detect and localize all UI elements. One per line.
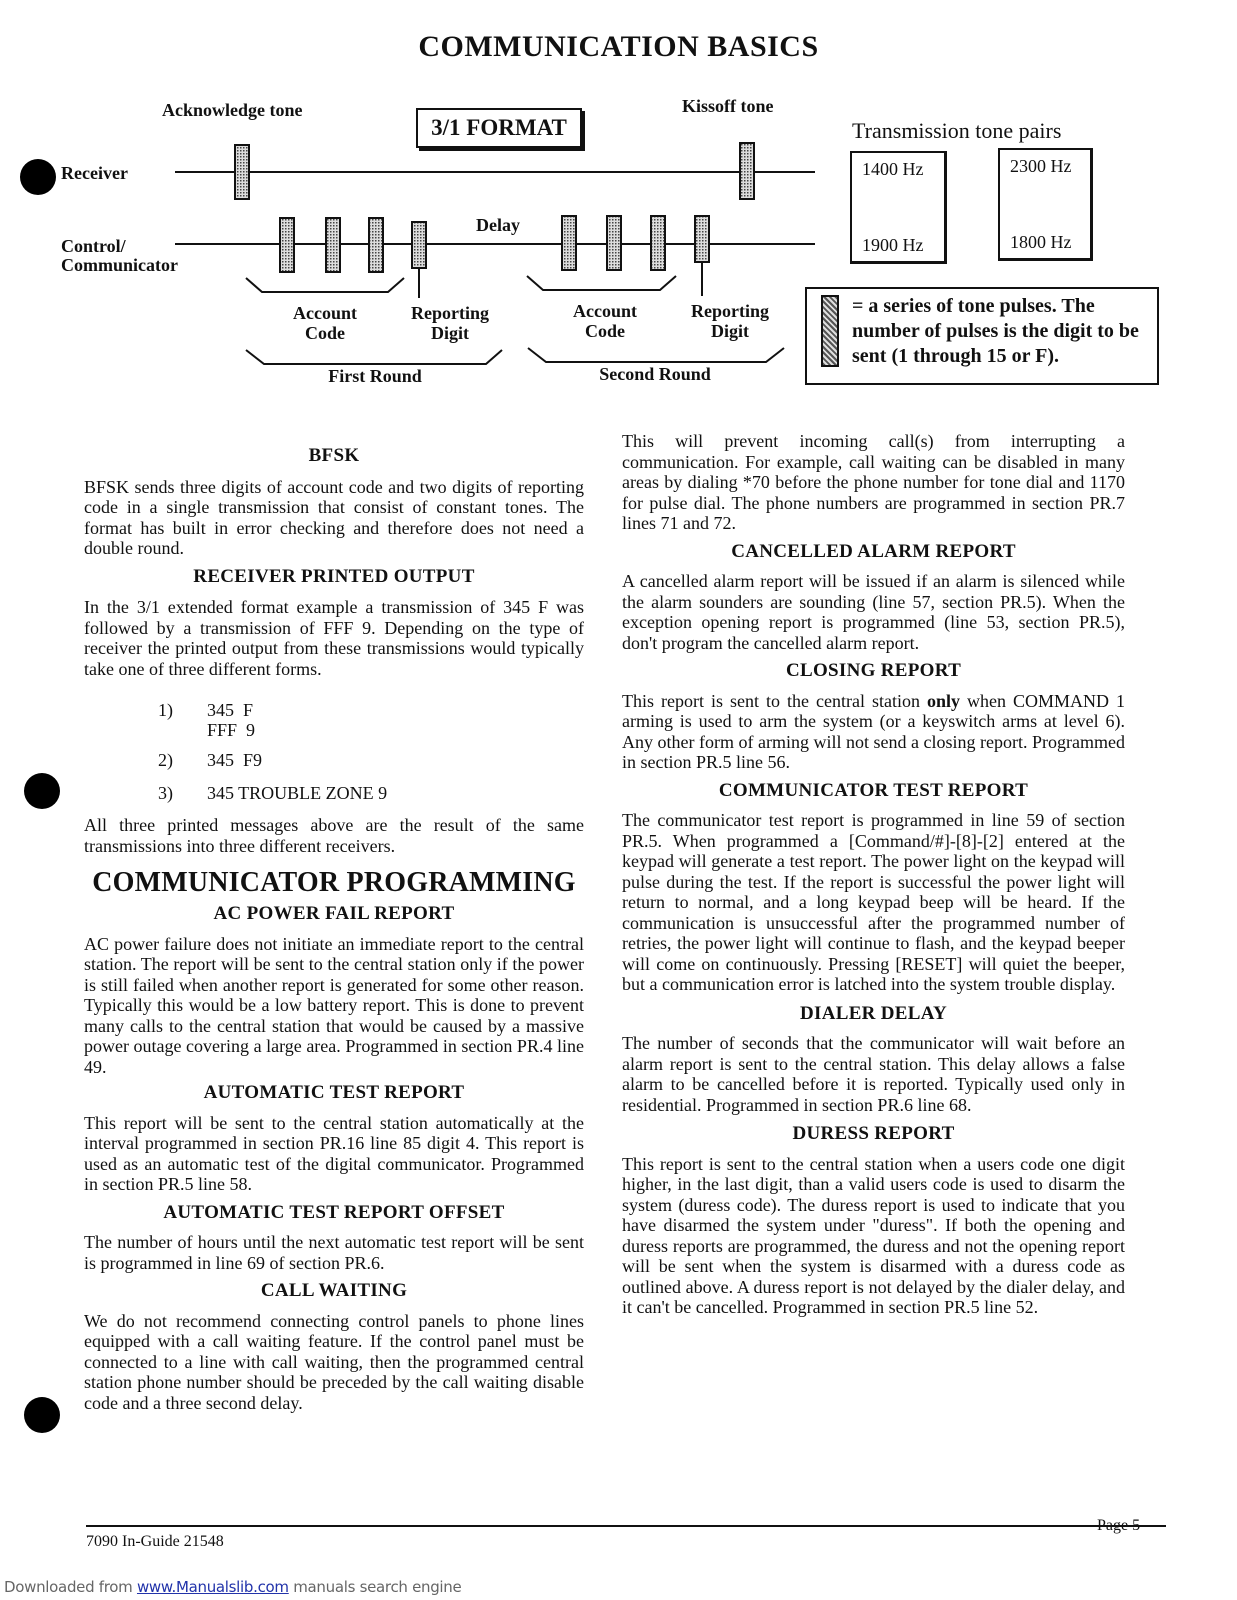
guide-number: 7090 In-Guide 21548	[86, 1533, 224, 1550]
account-bracket-2	[527, 276, 676, 290]
control-label: Control/	[61, 236, 126, 256]
closing-heading: CLOSING REPORT	[785, 660, 962, 681]
cw-heading: CALL WAITING	[260, 1280, 408, 1301]
rpo-heading: RECEIVER PRINTED OUTPUT	[193, 565, 475, 587]
list-line: 345 TROUBLE ZONE 9	[207, 783, 388, 803]
download-prefix: Downloaded from	[4, 1578, 137, 1596]
closing-text-bold: only	[926, 690, 960, 711]
acknowledge-tone-label: Acknowledge tone	[162, 100, 303, 120]
footer-rule	[86, 1525, 1166, 1527]
round-bracket-1	[246, 350, 502, 364]
list-num: 3)	[158, 783, 173, 803]
bfsk-text: BFSK sends three digits of account code and two digits of reporting code in a single transmission that consist of constant tones. The format has built in error checking and therefore does not need a double round.	[84, 476, 584, 558]
acpf-heading: AC POWER FAIL REPORT	[213, 903, 455, 924]
closing-text-b: when COMMAND 1 arming is used to arm the system (or a keyswitch arms at level 6). Any other form of arming will not send a closing report. Programmed in section PR.5 line 56.	[622, 690, 1125, 772]
tone-pair-2	[998, 148, 1093, 261]
tone-pair-1-bottom: 1900 Hz	[862, 235, 924, 255]
closing-text-a: This report is sent to the central station	[622, 690, 927, 711]
car-heading: CANCELLED ALARM REPORT	[731, 540, 1016, 562]
atr-text: This report will be sent to the central station automatically at the interval programmed in section PR.16 line 85 digit 4. This report is used as an automatic test of the digital communicator. Programmed in section PR.5 line 58.	[84, 1112, 584, 1194]
page-title: COMMUNICATION BASICS	[418, 30, 819, 63]
receiver-label: Receiver	[61, 163, 128, 183]
binder-hole	[24, 1397, 60, 1433]
dd-heading: DIALER DELAY	[799, 1002, 948, 1024]
rpo-text: In the 3/1 extended format example a transmission of 345 F was followed by a transmission of FFF 9. Depending on the type of receiver the printed output from these transmissions would typically take one of three different forms.	[84, 597, 584, 679]
left-column-top	[84, 446, 584, 679]
list-num: 1)	[158, 700, 173, 720]
list-line: 345 F9	[207, 750, 263, 770]
list-line: FFF 9	[207, 720, 256, 740]
reporting-digit-label-1: Reporting Digit	[411, 303, 489, 343]
list-line: 345 F	[207, 700, 254, 720]
car-text: A cancelled alarm report will be issued if an alarm is silenced while the alarm sounders are sounding (line 57, section PR.5). When the exception opening report is programmed (line 53, section PR.5), don't program the cancelled alarm report.	[622, 571, 1125, 653]
duress-heading: DURESS REPORT	[792, 1123, 955, 1144]
account-code-label-2: Account Code	[573, 301, 637, 341]
page-number: Page 5	[1097, 1517, 1141, 1534]
acpf-text: AC power failure does not initiate an immediate report to the central station. The report will be sent to the central station only if the power is still failed when another report is generated for some other reason. Typically this would be a low battery report. This is done to prevent many calls to the central station that would be caused by a massive power outage covering a large area. Programmed in section PR.4 line 49.	[84, 933, 584, 1077]
tone-pulse-swatch	[821, 295, 839, 367]
right-column	[622, 431, 1125, 1318]
download-suffix: manuals search engine	[288, 1578, 462, 1596]
ctr-text: The communicator test report is programmed in line 59 of section PR.5. When programmed a [Command/#]-[8]-[2] entered at the keypad will generate a test report. The power light on the keypad will pulse during the test. If the report is successful the power light will return to normal, and a long keypad beep will be heard. If the communication is unsuccessful after the programmed number of retries, the power light will continue to flash, and the keypad beeper will come on continuously. Pressing [RESET] will quiet the beeper, but a communication error is latched into the system trouble display.	[622, 810, 1125, 994]
tone-pair-1	[850, 151, 947, 264]
tone-pairs-title: Transmission tone pairs	[852, 118, 1062, 143]
download-notice	[4, 1578, 461, 1596]
account-code-label-1: Account Code	[293, 303, 357, 343]
duress-text: This report is sent to the central station when a users code one digit higher, in the last digit, than a valid users code is used to disarm the system (duress code). The duress report is used to indicate that you have disarmed the system under "duress". If both the opening and duress reports are programmed, the duress and not the opening report will be sent when the system is disarmed with a duress code as outlined above. A duress report is not delayed by the dialer delay, and it can't be cancelled. Programmed in section PR.5 line 52.	[622, 1153, 1125, 1317]
tone-pair-2-top: 2300 Hz	[1010, 156, 1072, 176]
atr-heading: AUTOMATIC TEST REPORT	[203, 1082, 465, 1103]
comm-prog-heading: COMMUNICATOR PROGRAMMING	[92, 867, 576, 898]
reporting-digit-label-2: Reporting Digit	[691, 301, 769, 341]
cw-text: We do not recommend connecting control panels to phone lines equipped with a call waiting feature. If the control panel must be connected to a line with call waiting, then the programmed central station phone number should be preceded by the call waiting disable code and a three second delay.	[84, 1310, 584, 1413]
second-round-label: Second Round	[599, 364, 711, 384]
tone-pair-2-bottom: 1800 Hz	[1010, 232, 1072, 252]
binder-hole	[24, 773, 60, 809]
kissoff-tone-label: Kissoff tone	[682, 96, 774, 116]
tone-pair-1-top: 1400 Hz	[862, 159, 924, 179]
left-column-bottom	[84, 815, 584, 1413]
round-bracket-2	[528, 348, 784, 362]
delay-label: Delay	[476, 215, 520, 235]
acknowledge-pulse	[235, 145, 249, 199]
list-num: 2)	[158, 750, 173, 770]
ctr-heading: COMMUNICATOR TEST REPORT	[718, 779, 1029, 801]
communicator-label: Communicator	[61, 255, 178, 275]
cw-continued-text: This will prevent incoming call(s) from interrupting a communication. For example, call waiting can be disabled in many areas by dialing *70 before the phone number for tone dial and 1170 for pulse dial. The phone numbers are programmed in section PR.7 lines 71 and 72.	[622, 431, 1125, 533]
legend-text: = a series of tone pulses. The number of pulses is the digit to be sent (1 through 15 or F).	[852, 295, 1139, 367]
manualslib-link[interactable]: www.Manualslib.com	[136, 1578, 289, 1596]
first-round-label: First Round	[328, 366, 422, 386]
atro-heading: AUTOMATIC TEST REPORT OFFSET	[163, 1201, 505, 1223]
dd-text: The number of seconds that the communicator will wait before an alarm report is sent to the central station. This delay allows a false alarm to be cancelled before it is reported. Typically used only in residential. Programmed in section PR.6 line 68.	[622, 1033, 1125, 1115]
closing-text	[622, 691, 1125, 773]
rpo-after-text: All three printed messages above are the result of the same transmissions into three different receivers.	[84, 815, 584, 856]
account-bracket-1	[246, 278, 404, 292]
bfsk-heading: BFSK	[308, 445, 360, 466]
format-label: 3/1 FORMAT	[416, 108, 582, 148]
binder-hole	[20, 159, 56, 195]
kissoff-pulse	[740, 143, 754, 199]
atro-text: The number of hours until the next automatic test report will be sent is programmed in line 69 of section PR.6.	[84, 1232, 584, 1273]
